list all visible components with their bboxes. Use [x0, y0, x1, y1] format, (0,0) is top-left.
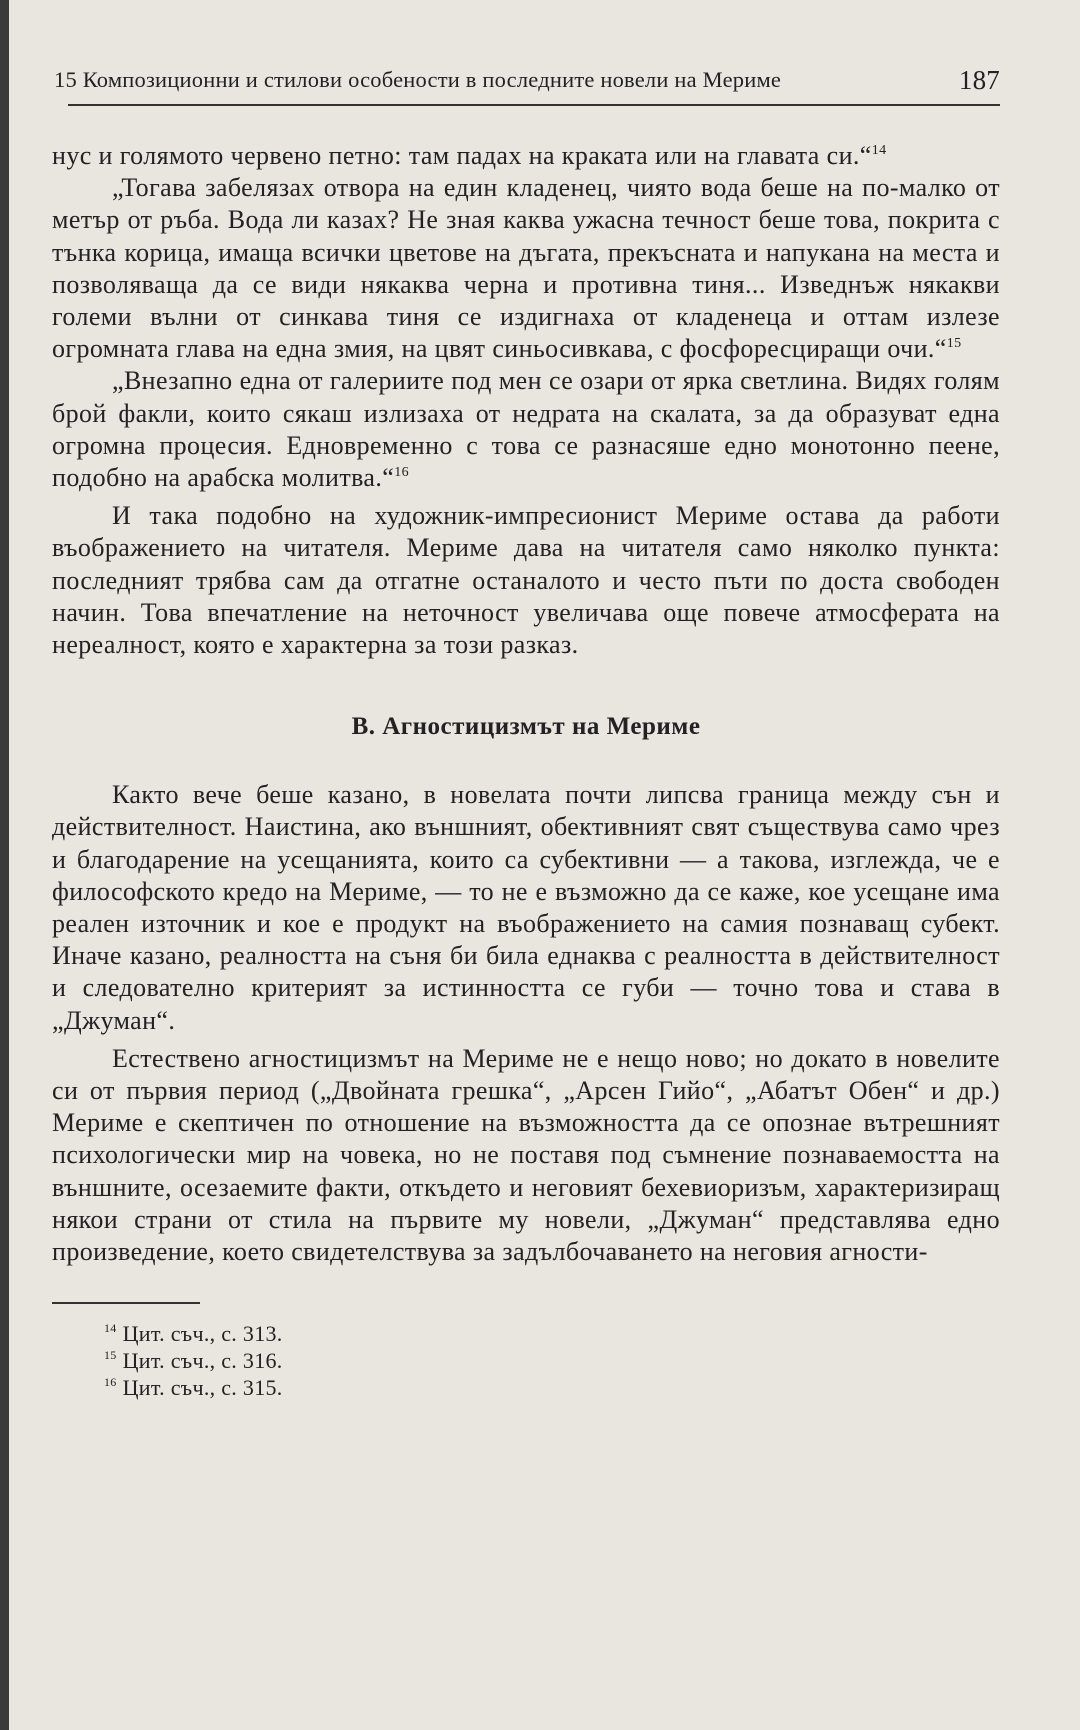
page-number: 187 — [958, 65, 1000, 95]
section-paragraph-2: Естествено агностицизмът на Мериме не е нещо ново; но докато в новелите си от първия период („Двойната грешка“, „Арсен Гийо“, „Абатът Обен“ и др.) Мериме е скептичен по отношение на възможността да се опознае вътрешният психологически мир на човека, но не поставя под съмнение познаваемостта на външните, осезаемите факти, откъдето и неговият бехевиоризъм, характеризиращ някои страни от стила на първите му новели, „Джуман“ представлява едно произведение, което свидетелствува за задълбочаването на неговия агности- — [52, 1043, 1000, 1267]
header-rule — [68, 104, 1000, 106]
paragraph-1: нус и голямото червено петно: там падах на краката или на главата си.“$^{14}$ — [52, 141, 887, 170]
footnotes — [104, 1320, 1000, 1401]
book-page — [52, 58, 1000, 1401]
footnote-15: $^{15}$ Цит. съч., с. 316. — [104, 1348, 283, 1374]
footnote-14: $^{14}$ Цит. съч., с. 313. — [104, 1321, 283, 1347]
paragraph-4: И така подобно на художник-импресионист Мериме остава да работи въображението на читателя. Мериме дава на читателя само няколко пункта: последният трябва сам да отгатне останалото и често пъти по доста свободен начин. Това впечатление на неточност увеличава още повече атмосферата на нереалност, която е характерна за този разказ. — [52, 501, 1000, 660]
section-paragraph-1: Както вече беше казано, в новелата почти липсва граница между сън и действителност. Наистина, ако външният, обективният свят съществува само чрез и благодарение на усещанията, които са субективни — а такова, изглежда, че е философското кредо на Мериме, — то не е възможно да се каже, кое усещане има реален източник и кое е продукт на въображението на самия познаващ субект. Иначе казано, реалността на съня би била еднаква с реалността в действителност и следователно критерият за истинността се губи — точно това и става в „Джуман“. — [52, 780, 1000, 1035]
footnote-rule — [52, 1302, 200, 1304]
running-title: 15 Композиционни и стилови особености в последните новели на Мериме — [54, 67, 782, 92]
paragraph-3: „Внезапно една от галериите под мен се озари от ярка светлина. Видях голям брой факли, които сякаш излизаха от недрата на скалата, за да образуват една огромна процесия. Едновременно с това се разнасяше едно монотонно пеене, подобно на арабска молитва.“$^{16}$ — [52, 366, 1000, 493]
body-text — [52, 140, 1000, 1268]
footnote-16: $^{16}$ Цит. съч., с. 315. — [104, 1375, 283, 1401]
book-spine-shadow — [0, 0, 9, 1730]
note-ref-15: 15 — [946, 336, 962, 352]
note-ref-14: 14 — [871, 143, 887, 158]
paragraph-2: „Тогава забелязах отвора на един кладенец, чиято вода беше на по-малко от метър от ръба. Вода ли казах? Не зная каква ужасна течност беше това, покрита с тънка корица, имаща всички цветове на дъгата, прекъсната и напукана на места и позволяваща да се види някаква черна и противна тиня... Изведнъж някакви големи вълни от синкава тиня се издигнаха от кладенеца и оттам излезе огромната глава на една змия, на цвят синьосивкава, с фосфоресциращи очи.“$^{15}$ — [52, 173, 1000, 364]
running-head — [52, 58, 1000, 102]
note-ref-16: 16 — [394, 465, 410, 481]
section-heading: В. Агностицизмът на Мериме — [351, 713, 701, 741]
